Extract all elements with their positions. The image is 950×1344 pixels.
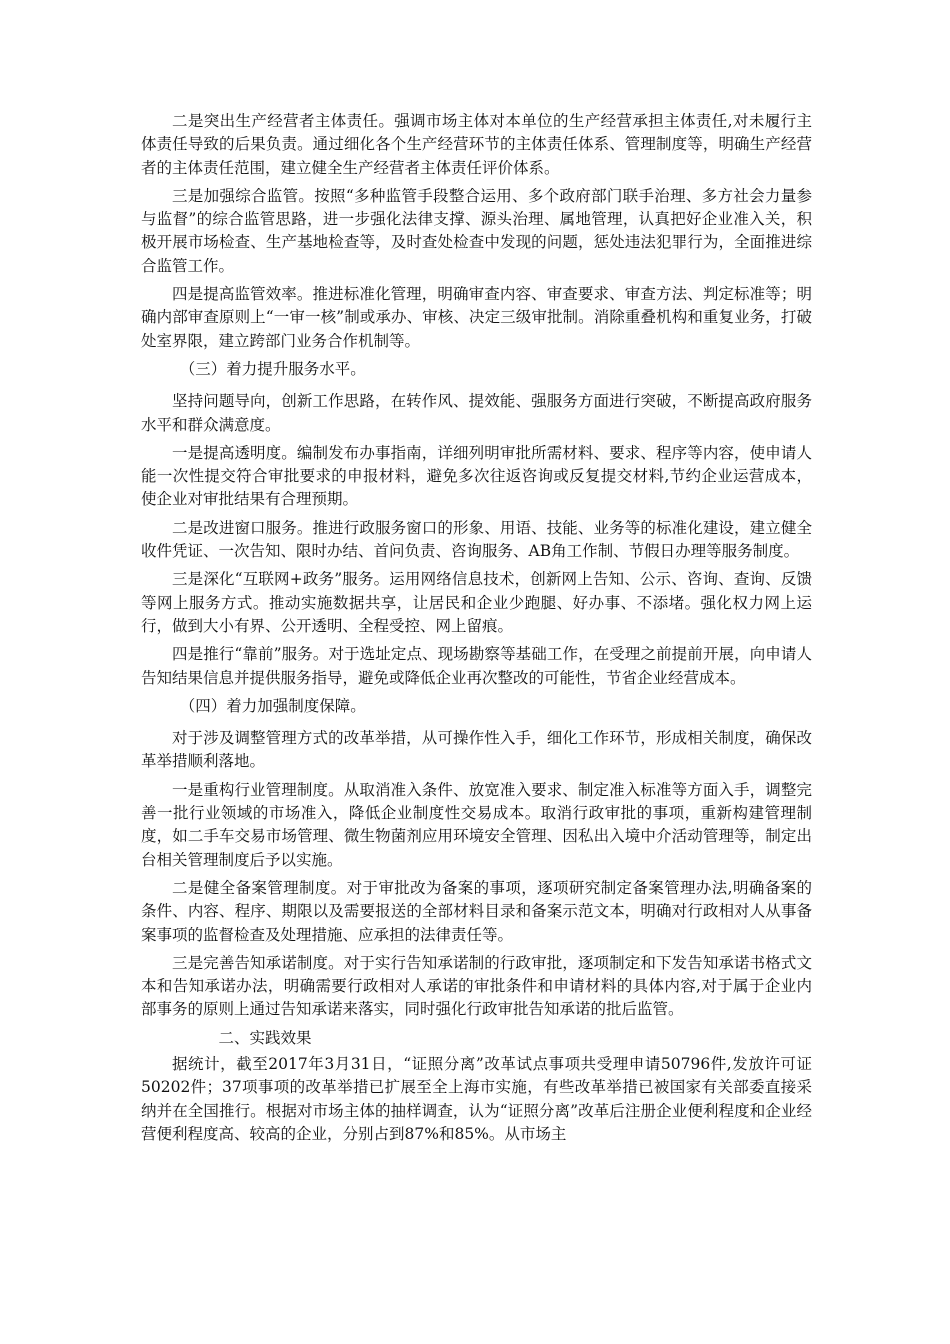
paragraph: 二是突出生产经营者主体责任。强调市场主体对本单位的生产经营承担主体责任,对未履行主体责任导致的后果负责。通过细化各个生产经营环节的主体责任体系、管理制度等，明确生产经营者的主体责任范围，建立健全生产经营者主体责任评价体系。 <box>141 112 812 177</box>
paragraph: 三是加强综合监管。按照“多种监管手段整合运用、多个政府部门联手治理、多方社会力量参与监督”的综合监管思路，进一步强化法律支撑、源头治理、属地管理，认真把好企业准入关，积极开展市场检查、生产基地检查等，及时查处检查中发现的问题，惩处违法犯罪行为，全面推进综合监管工作。 <box>141 186 812 275</box>
paragraph: 对于涉及调整管理方式的改革举措，从可操作性入手，细化工作环节，形成相关制度，确保改革举措顺利落地。 <box>141 729 812 771</box>
paragraph: 一是重构行业管理制度。从取消准入条件、放宽准入要求、制定准入标准等方面入手，调整完善一批行业领域的市场准入，降低企业制度性交易成本。取消行政审批的事项，重新构建管理制度，如二手车交易市场管理、微生物菌剂应用环境安全管理、因私出入境中介活动管理等，制定出台相关管理制度后予以实施。 <box>141 780 812 869</box>
document-page <box>141 110 812 1151</box>
section-heading: 二、实践效果 <box>218 1028 312 1047</box>
paragraph: 四是推行“靠前”服务。对于选址定点、现场勘察等基础工作，在受理之前提前开展，向申请人告知结果信息并提供服务指导，避免或降低企业再次整改的可能性，节省企业经营成本。 <box>141 645 812 687</box>
paragraph: 三是完善告知承诺制度。对于实行告知承诺制的行政审批，逐项制定和下发告知承诺书格式文本和告知承诺办法，明确需要行政相对人承诺的审批条件和申请材料的具体内容,对于属于企业内部事务的原则上通过告知承诺来落实，同时强化行政审批告知承诺的批后监管。 <box>141 953 812 1019</box>
paragraph: 二是健全备案管理制度。对于审批改为备案的事项，逐项研究制定备案管理办法,明确备案的条件、内容、程序、期限以及需要报送的全部材料目录和备案示范文本，明确对行政相对人从事备案事项的监督检查及处理措施、应承担的法律责任等。 <box>141 878 812 944</box>
paragraph: 四是提高监管效率。推进标准化管理，明确审查内容、审查要求、审查方法、判定标准等；明确内部审查原则上“一审一核”制或承办、审核、决定三级审批制。消除重叠机构和重复业务，打破处室界限，建立跨部门业务合作机制等。 <box>141 285 812 350</box>
paragraph: 一是提高透明度。编制发布办事指南，详细列明审批所需材料、要求、程序等内容，使申请人能一次性提交符合审批要求的申报材料，避免多次往返咨询或反复提交材料,节约企业运营成本，使企业对审批结果有合理预期。 <box>141 443 812 509</box>
paragraph: 坚持问题导向，创新工作思路，在转作风、提效能、强服务方面进行突破，不断提高政府服务水平和群众满意度。 <box>141 392 812 434</box>
subsection-heading: （三）着力提升服务水平。 <box>179 359 366 378</box>
subsection-heading: （四）着力加强制度保障。 <box>179 696 366 715</box>
paragraph: 据统计，截至2017年3月31日，“证照分离”改革试点事项共受理申请50796件,发放许可证50202件；37项事项的改革举措已扩展至全上海市实施，有些改革举措已被国家有关部委直接采纳并在全国推行。根据对市场主体的抽样调查，认为“证照分离”改革后注册企业便利程度和企业经营便利程度高、较高的企业，分别占到87%和85%。从市场主 <box>141 1054 812 1143</box>
paragraph: 三是深化“互联网+政务”服务。运用网络信息技术，创新网上告知、公示、咨询、查询、反馈等网上服务方式。推动实施数据共享，让居民和企业少跑腿、好办事、不添堵。强化权力网上运行，做到大小有界、公开透明、全程受控、网上留痕。 <box>141 570 812 635</box>
paragraph: 二是改进窗口服务。推进行政服务窗口的形象、用语、技能、业务等的标准化建设，建立健全收件凭证、一次告知、限时办结、首问负责、咨询服务、AB角工作制、节假日办理等服务制度。 <box>141 518 812 561</box>
